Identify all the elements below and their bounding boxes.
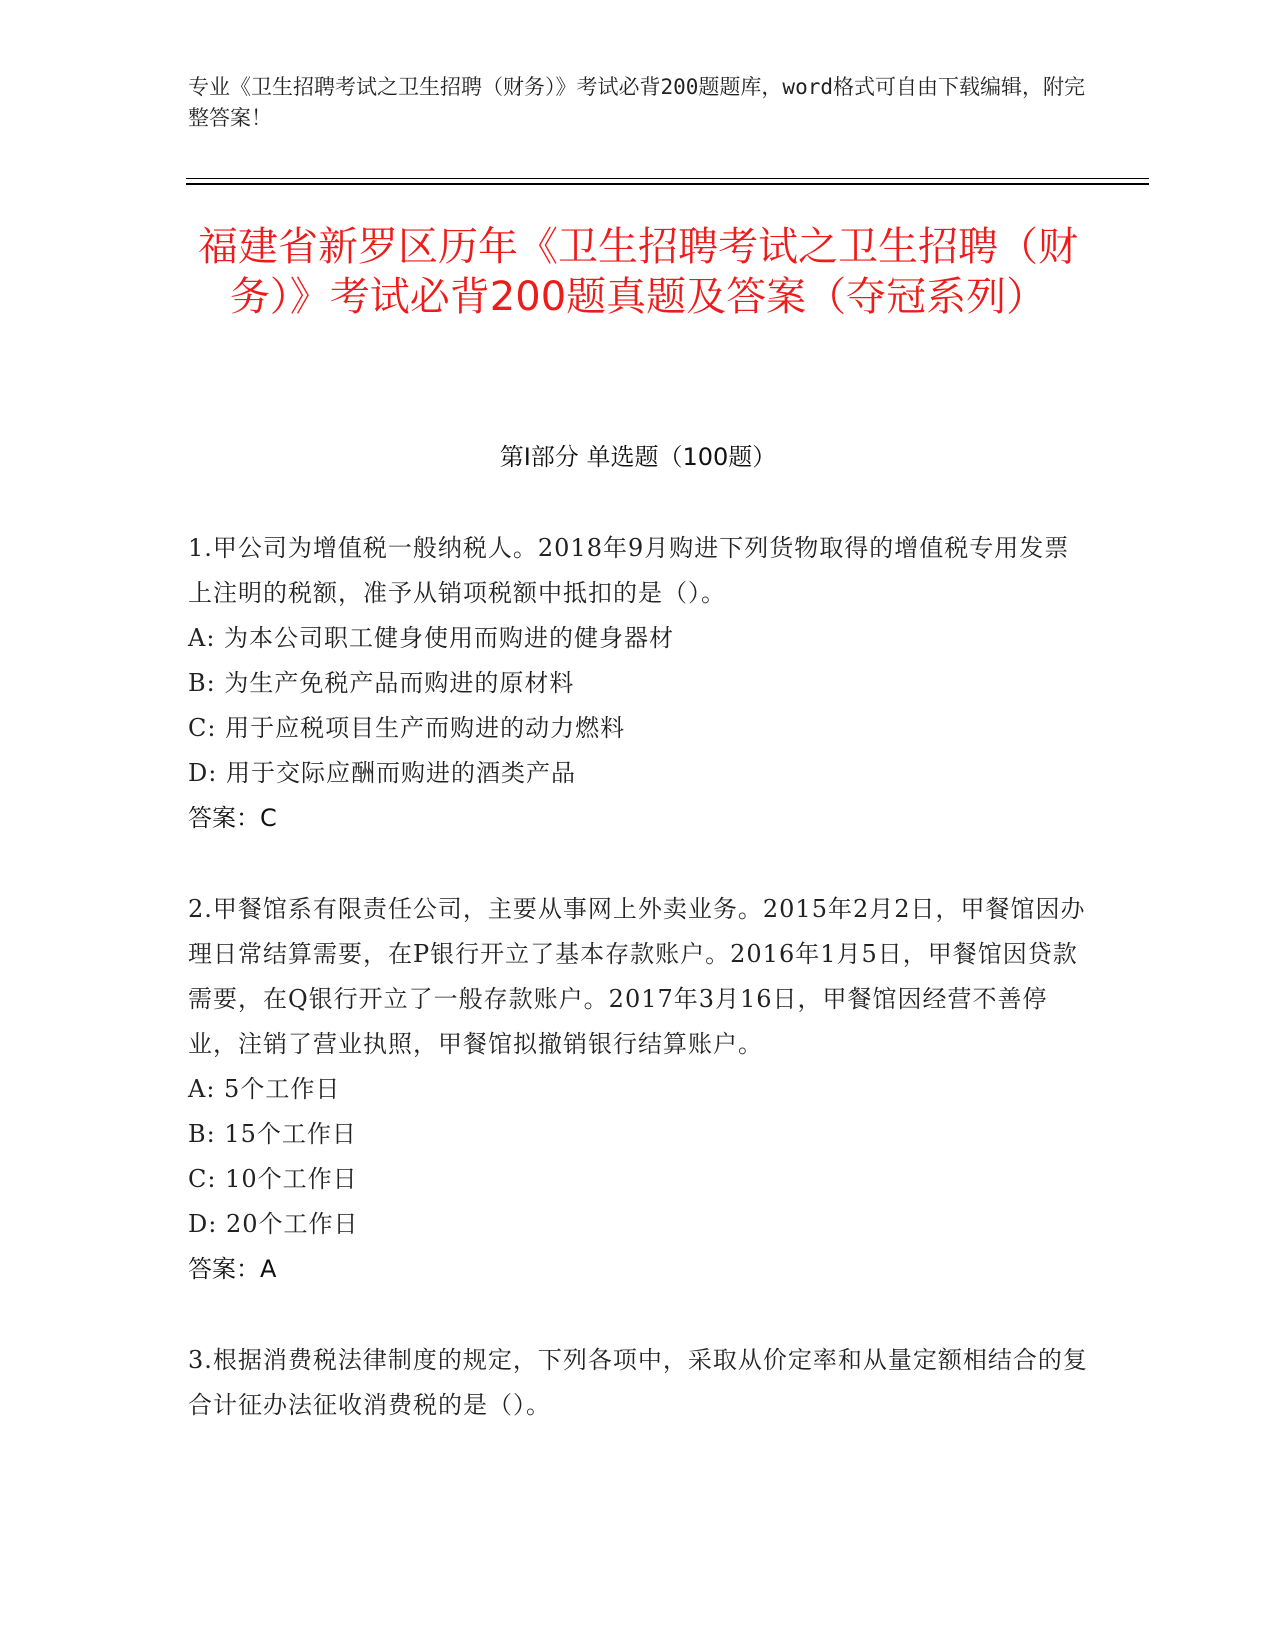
option-c: C: 10个工作日 bbox=[188, 1165, 358, 1193]
section-heading: 第Ⅰ部分 单选题（100题） bbox=[499, 443, 777, 471]
option-b: B: 为生产免税产品而购进的原材料 bbox=[188, 669, 575, 697]
question-stem: 1.甲公司为增值税一般纳税人。2018年9月购进下列货物取得的增值税专用发票上注明的税额，准予从销项税额中抵扣的是（）。 bbox=[188, 534, 1070, 607]
question-list bbox=[188, 526, 1088, 1474]
header-rule-thin bbox=[186, 178, 1149, 179]
option-a: A: 5个工作日 bbox=[188, 1075, 341, 1103]
answer: 答案：A bbox=[188, 1255, 277, 1283]
answer: 答案：C bbox=[188, 804, 277, 832]
question-1 bbox=[188, 526, 1088, 841]
header-rule-thick bbox=[186, 183, 1149, 185]
option-d: D: 用于交际应酬而购进的酒类产品 bbox=[188, 759, 576, 787]
question-3 bbox=[188, 1338, 1088, 1428]
question-2 bbox=[188, 887, 1088, 1292]
question-stem: 2.甲餐馆系有限责任公司，主要从事网上外卖业务。2015年2月2日，甲餐馆因办理日常结算需要，在P银行开立了基本存款账户。2016年1月5日，甲餐馆因贷款需要，在Q银行开立了一般存款账户。2017年3月16日，甲餐馆因经营不善停业，注销了营业执照，甲餐馆拟撤销银行结算账户。 bbox=[188, 895, 1086, 1058]
document-title: 福建省新罗区历年《卫生招聘考试之卫生招聘（财务）》考试必背200题真题及答案（夺冠系列） bbox=[198, 224, 1078, 320]
option-d: D: 20个工作日 bbox=[188, 1210, 359, 1238]
header-note: 专业《卫生招聘考试之卫生招聘（财务）》考试必背200题题库，word格式可自由下载编辑，附完整答案！ bbox=[188, 75, 1085, 130]
question-stem: 3.根据消费税法律制度的规定，下列各项中，采取从价定率和从量定额相结合的复合计征办法征收消费税的是（）。 bbox=[188, 1346, 1088, 1419]
option-a: A: 为本公司职工健身使用而购进的健身器材 bbox=[188, 624, 675, 652]
option-b: B: 15个工作日 bbox=[188, 1120, 357, 1148]
option-c: C: 用于应税项目生产而购进的动力燃料 bbox=[188, 714, 626, 742]
